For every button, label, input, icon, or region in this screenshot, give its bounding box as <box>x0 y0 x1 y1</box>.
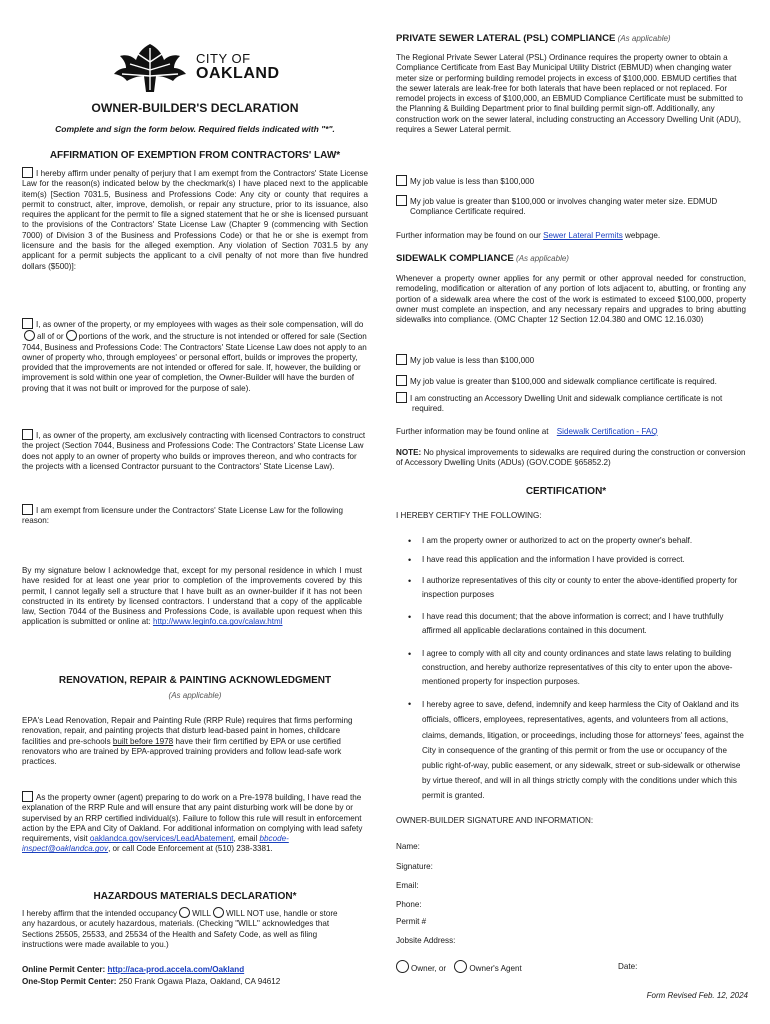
jobsite-field-label: Jobsite Address: <box>396 936 456 945</box>
sidewalk-option-less: My job value is less than $100,000 <box>396 354 748 366</box>
city-logo <box>112 42 312 92</box>
phone-field[interactable] <box>446 896 736 910</box>
rrp-checkbox[interactable] <box>22 791 33 802</box>
owner-agent-row: Owner, or Owner's Agent <box>396 960 748 974</box>
affirmation-heading: AFFIRMATION OF EXEMPTION FROM CONTRACTORS' LAW* <box>49 150 341 161</box>
hazmat-text: I hereby affirm that the intended occupancy WILL WILL NOT use, handle or store any hazardous, or acutely hazardous, materials. (Checking "WILL" acknowledges that Sections 25505, 25533, and 25534 of the Health and Safety Code, as well as filing instructions were made available to you.) <box>22 909 338 949</box>
affirm-text: I hereby affirm under penalty of perjury that I am exempt from the Contractors' State License Law for the reason(s) indicated below by the checkmark(s) I have placed next to the applicable item(s) [Section 7031.5, Business and Professions Code: Any city or county that requires a permit to construct, alter, improve, demolish, or repair any structure, prior to its issuance, also requires the applicant for the permit to file a signed statement that he or she is licensed pursuant to the provisions of the Contractors' State License Law (Chapter 9 (commencing with Section 7000) of Division 3 of the Business and Professions Code) or that he or she is exempt from licensure and the basis for the alleged exemption. Any violation of Section 7031.5 by any applicant for a permit subjects the applicant to a civil penalty of not more than five hundred dollars ($500)]: <box>22 169 368 271</box>
cert-item: • I am the property owner or authorized to act on the property owner's behalf. <box>396 536 746 546</box>
adu-note: NOTE: No physical improvements to sidewalks are required during the construction or conversion of Accessory Dwelling Units (ADUs) (GOV.CODE §65852.2) <box>396 448 746 468</box>
psl-greater-checkbox[interactable] <box>396 195 407 206</box>
signature-heading: OWNER-BUILDER SIGNATURE AND INFORMATION: <box>396 816 594 825</box>
date-field[interactable] <box>646 958 746 972</box>
permit-field[interactable] <box>446 913 736 927</box>
cert-item: • I have read this document; that the above information is correct; and I have truthfully affirmed all applicable declarations contained in this document. <box>396 610 746 638</box>
leginfo-link[interactable]: http://www.leginfo.ca.gov/calaw.html <box>152 617 283 627</box>
will-not-radio[interactable] <box>213 907 224 918</box>
cert-item: • I hereby agree to save, defend, indemnify and keep harmless the City of Oakland and its officials, officers, employees, representatives, agents, and volunteers from all actions, claims, demands, litigation, or proceedings, including those for attorneys' fees, against the City in consequence of the granting of this permit or from the use or occupancy of the public right-of-way, public easement, or any sidewalk, street or sub-sidewalk or otherwise by virtue thereof, and will in all things strictly comply with the conditions under which this permit is granted. <box>396 697 746 803</box>
name-field-label: Name: <box>396 842 420 851</box>
sidewalk-more-info: Further information may be found online at Sidewalk Certification - FAQ <box>396 427 658 436</box>
psl-heading: PRIVATE SEWER LATERAL (PSL) COMPLIANCE (As applicable) <box>396 33 671 44</box>
sidewalk-less-checkbox[interactable] <box>396 354 407 365</box>
owner-agent-radio[interactable] <box>454 960 467 973</box>
logo-city-of: CITY OF <box>196 51 251 66</box>
bbcode-email-link[interactable]: bbcode-inspect@oaklandca.gov <box>22 834 289 854</box>
cert-item: • I have read this application and the information I have provided is correct. <box>396 555 746 565</box>
affirm-block <box>22 167 368 272</box>
logo-oakland: OAKLAND <box>196 65 280 82</box>
all-of-radio[interactable] <box>24 330 35 341</box>
sidewalk-faq-link[interactable]: Sidewalk Certification - FAQ <box>556 427 658 436</box>
date-field-label: Date: <box>618 962 638 971</box>
psl-more-info: Further information may be found on our Sewer Lateral Permits webpage. <box>396 231 661 240</box>
cert-item: • I agree to comply with all city and county ordinances and state laws relating to building construction, and hereby authorize representatives of this city to enter upon the above-mentioned property for inspection purposes. <box>396 647 746 689</box>
sewer-lateral-permits-link[interactable]: Sewer Lateral Permits <box>543 231 623 240</box>
accela-link[interactable]: http://aca-prod.accela.com/Oakland <box>107 965 245 974</box>
hazmat-heading: HAZARDOUS MATERIALS DECLARATION* <box>93 891 297 902</box>
certification-intro: I HEREBY CERTIFY THE FOLLOWING: <box>396 511 542 520</box>
owner-radio[interactable] <box>396 960 409 973</box>
rrp-option: As the property owner (agent) preparing to do work on a Pre-1978 building, I have read the explanation of the RRP Rule and will ensure that any paint disturbing work will be done by or supervised by an RRP certified individual(s). Failure to follow this rule will result in enforcement action by the EPA and City of Oakland. For additional information on complying with lead safety requirements, visit oaklandca.gov/services/LeadAbatement, email bbcode-inspect@oaklandca.gov, or call Code Enforcement at (510) 238-3381. <box>22 793 363 854</box>
permit-field-label: Permit # <box>396 917 427 926</box>
certification-heading: CERTIFICATION* <box>525 486 607 497</box>
rrp-subtitle: (As applicable) <box>168 691 222 700</box>
affirm-checkbox[interactable] <box>22 167 33 178</box>
online-permit-center: Online Permit Center: http://aca-prod.accela.com/Oakland <box>22 965 245 974</box>
phone-field-label: Phone: <box>396 900 422 909</box>
licensed-contractors-checkbox[interactable] <box>22 429 33 440</box>
sidewalk-text: Whenever a property owner applies for any permit or other approval needed for construction, remodeling, modification or alteration of any portion of lots adjacent to, abutting, or fronting any portion of a sidewalk area where the cost of the work is estimated to exceed $100,000, property owner must complete an inspection, and any necessary repairs and upgrades to bring abutting sidewalks into compliance. (OMC Chapter 12 Section 12.04.380 and OMC 12.16.030) <box>396 274 746 325</box>
option-licensed-contractors: I, as owner of the property, am exclusively contracting with licensed Contractors to construct the project (Section 7044, Business and Professions Code: The Contractors' State License Law does not apply to an owner of property who builds or improves thereon, and who contracts for the projects with a licensed Contractor pursuant to the Contractors' State License Law). <box>22 431 366 471</box>
jobsite-field[interactable] <box>468 932 738 946</box>
email-field-label: Email: <box>396 881 419 890</box>
name-field[interactable] <box>446 838 736 852</box>
portions-of-radio[interactable] <box>66 330 77 341</box>
option-owner-employees: I, as owner of the property, or my employees with wages as their sole compensation, will doall of or portions of the work, and the structure is not intended or offered for sale (Section 7044, Business and Professions Code: The Contractors' State License Law does not apply to an owner of property who, through employees' or personal effort, builds or improves the property, provided that the improvements are not intended or offered for sale. If, however, the building or improvement is sold within one year of completion, the Owner-Builder will have the burden of proving that it was not built or improved for the purpose of sale). <box>22 320 367 393</box>
form-revised: Form Revised Feb. 12, 2024 <box>646 991 748 1000</box>
psl-less-checkbox[interactable] <box>396 175 407 186</box>
exempt-reason-checkbox[interactable] <box>22 504 33 515</box>
owner-employees-checkbox[interactable] <box>22 318 33 329</box>
will-radio[interactable] <box>179 907 190 918</box>
psl-option-less: My job value is less than $100,000 <box>396 175 746 187</box>
rrp-heading: RENOVATION, REPAIR & PAINTING ACKNOWLEDGMENT <box>58 675 332 686</box>
email-field[interactable] <box>446 877 736 891</box>
certification-list <box>396 536 746 812</box>
sidewalk-adu-checkbox[interactable] <box>396 392 407 403</box>
sidewalk-option-greater: My job value is greater than $100,000 and sidewalk compliance certificate is required. <box>396 375 748 387</box>
declaration-title: OWNER-BUILDER'S DECLARATION <box>91 101 299 115</box>
signature-field-label: Signature: <box>396 862 433 871</box>
signature-field[interactable] <box>446 858 736 872</box>
sidewalk-greater-checkbox[interactable] <box>396 375 407 386</box>
psl-text: The Regional Private Sewer Lateral (PSL) Ordinance requires the property owner to obtain a Compliance Certificate from East Bay Municipal Utility District (EBMUD) when changing water meter size or performing building remodel projects in excess of $100,000. EBMUD certifies that the sewer laterals are leak-free for both laterals that have been replaced or not replaced. For remodel projects in excess of $100,000, an EBMUD Compliance Certificate must be submitted to the Planning & Building Department prior to final building permit sign-off. Additionally, any construction work on the sewer lateral, including constructing an Accessory Dwelling Unit (ADU), requires a Sewer Lateral permit. <box>396 53 743 135</box>
cert-item: • I authorize representatives of this city or county to enter the above-identified property for inspection purposes <box>396 574 746 602</box>
psl-option-greater: My job value is greater than $100,000 or involves changing water meter size. EDMUD Compliance Certificate required. <box>396 195 746 218</box>
signature-acknowledgment: By my signature below I acknowledge that, except for my personal residence in which I must have resided for at least one year prior to completion of the improvements covered by this permit, I cannot legally sell a structure that I have built as an owner-builder if it has not been constructed in its entirety by licensed contractors. I understand that a copy of the applicable law, Section 7044 of the Business and Professions Code, is available upon request when this application is submitted or online at: http://www.leginfo.ca.gov/calaw.html <box>22 566 362 627</box>
lead-abatement-link[interactable]: oaklandca.gov/services/LeadAbatement <box>89 834 234 844</box>
sidewalk-option-adu: I am constructing an Accessory Dwelling Unit and sidewalk compliance certificate is not required. <box>396 392 748 415</box>
oak-tree-icon <box>112 42 188 94</box>
one-stop-permit-center: One-Stop Permit Center: 250 Frank Ogawa Plaza, Oakland, CA 94612 <box>22 977 281 986</box>
rrp-text: EPA's Lead Renovation, Repair and Painting Rule (RRP Rule) requires that firms performing renovation, repair, and painting projects that disturb lead-based paint in homes, childcare facilities and pre-schools built before 1978 have their firm certified by EPA or use certified renovators who are trained by EPA-approved training providers and follow lead-safe work practices. <box>22 716 353 767</box>
declaration-subtitle: Complete and sign the form below. Required fields indicated with "*". <box>55 124 335 134</box>
sidewalk-heading: SIDEWALK COMPLIANCE (As applicable) <box>396 253 569 264</box>
option-exempt-reason: I am exempt from licensure under the Contractors' State License Law for the following reason: <box>22 506 344 526</box>
